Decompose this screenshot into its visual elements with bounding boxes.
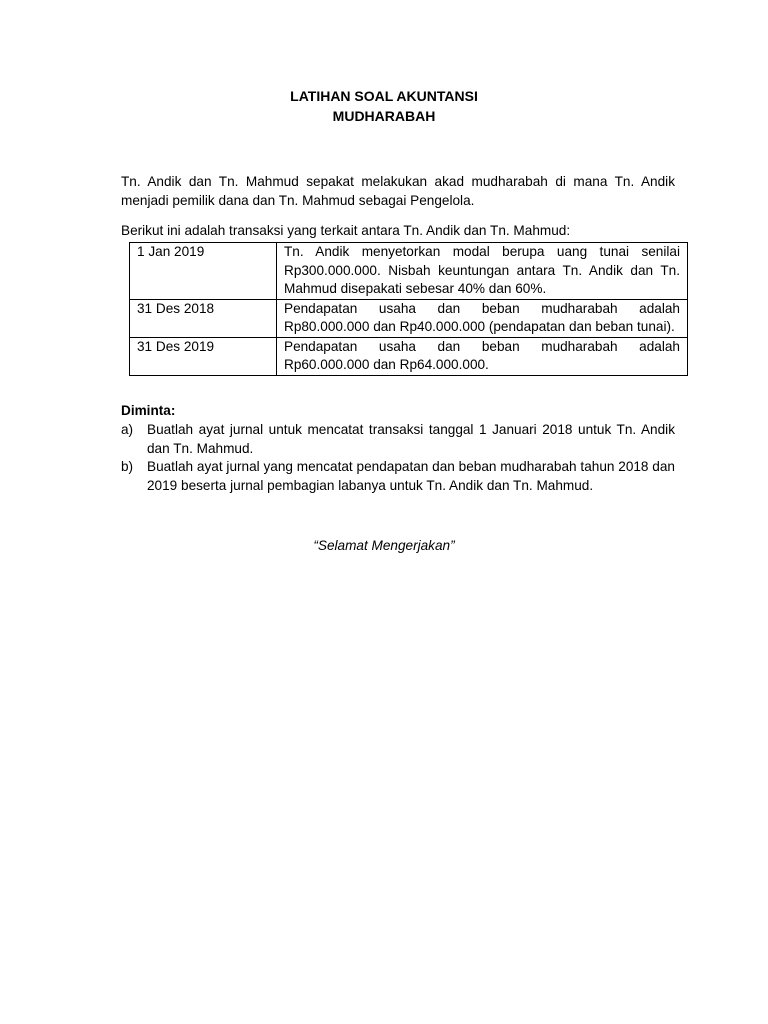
task-item-a xyxy=(121,421,675,458)
transaction-date: 31 Des 2019 xyxy=(130,337,277,375)
task-marker: a) xyxy=(121,422,134,437)
table-row xyxy=(130,243,688,300)
transaction-date: 31 Des 2018 xyxy=(130,299,277,337)
transaction-description: Pendapatan usaha dan beban mudharabah adalah Rp80.000.000 dan Rp40.000.000 (pendapatan dan beban tunai). xyxy=(277,299,688,337)
transaction-description: Pendapatan usaha dan beban mudharabah adalah Rp60.000.000 dan Rp64.000.000. xyxy=(277,337,688,375)
diminta-heading: Diminta: xyxy=(121,403,176,418)
intro-paragraph: Tn. Andik dan Tn. Mahmud sepakat melakukan akad mudharabah di mana Tn. Andik menjadi pemilik dana dan Tn. Mahmud sebagai Pengelola. xyxy=(121,174,675,208)
table-intro-text: Berikut ini adalah transaksi yang terkait antara Tn. Andik dan Tn. Mahmud: xyxy=(121,223,571,238)
task-text: Buatlah ayat jurnal yang mencatat pendapatan dan beban mudharabah tahun 2018 dan 2019 beserta jurnal pembagian labanya untuk Tn. Andik dan Tn. Mahmud. xyxy=(147,459,675,493)
document-title-line2: MUDHARABAH xyxy=(332,108,436,124)
transactions-table xyxy=(129,242,688,376)
transaction-date: 1 Jan 2019 xyxy=(130,243,277,300)
table-row xyxy=(130,337,688,375)
document-title-line1: LATIHAN SOAL AKUNTANSI xyxy=(290,88,478,104)
closing-note: “Selamat Mengerjakan” xyxy=(313,538,455,553)
task-text: Buatlah ayat jurnal untuk mencatat transaksi tanggal 1 Januari 2018 untuk Tn. Andik dan Tn. Mahmud. xyxy=(147,422,675,456)
transaction-description: Tn. Andik menyetorkan modal berupa uang tunai senilai Rp300.000.000. Nisbah keuntungan antara Tn. Andik dan Tn. Mahmud disepakati sebesar 40% dan 60%. xyxy=(277,243,688,300)
task-marker: b) xyxy=(121,459,134,474)
task-item-b xyxy=(121,458,675,495)
table-row xyxy=(130,299,688,337)
